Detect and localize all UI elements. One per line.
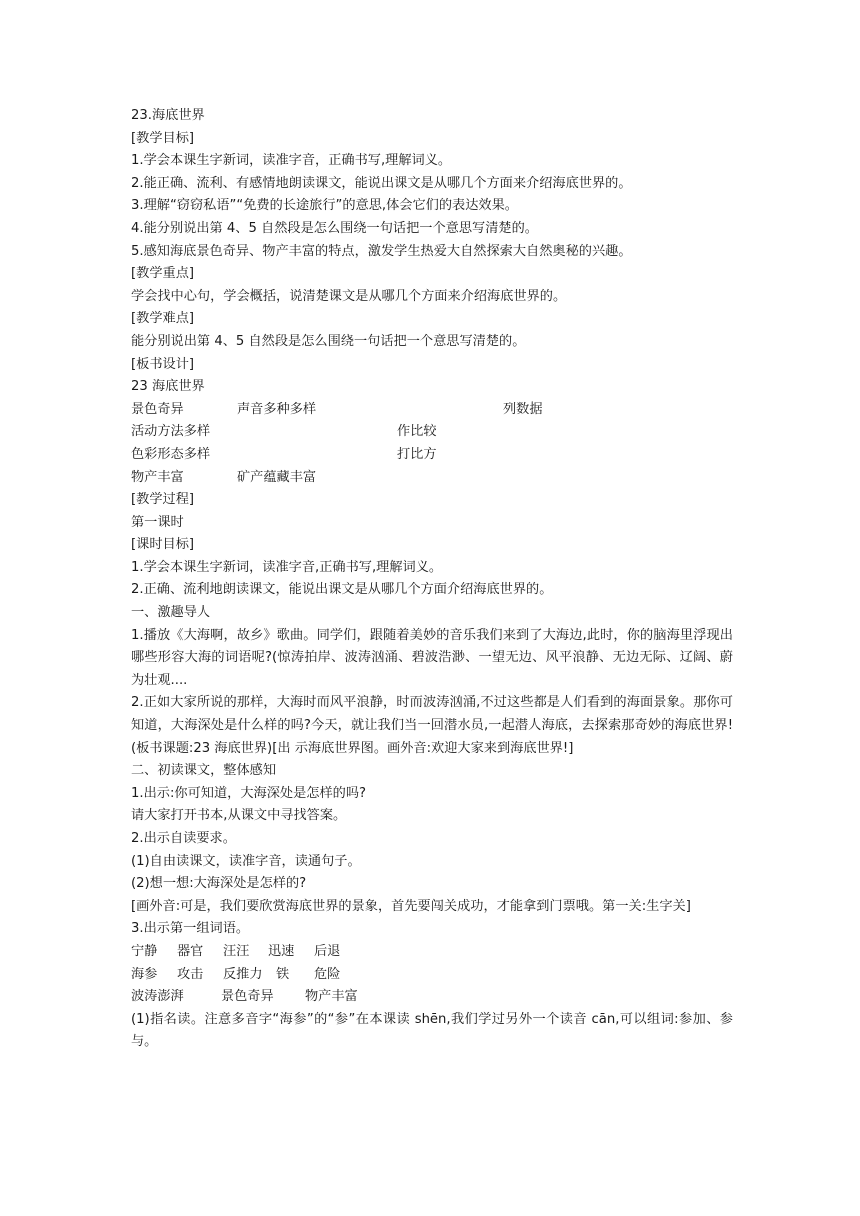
board-cell: 活动方法多样	[131, 424, 211, 440]
difficulty-heading: [教学难点]	[131, 311, 195, 327]
text-line: 3.出示第一组词语。	[131, 921, 250, 937]
difficulty-text: 能分别说出第 4、5 自然段是怎么围绕一句话把一个意思写清楚的。	[131, 333, 526, 349]
board-row	[131, 444, 733, 467]
board-title: 23 海底世界	[131, 379, 205, 395]
vocab-word: 危险	[314, 966, 341, 982]
board-cell: 物产丰富	[131, 469, 184, 485]
vocab-word: 迅速	[268, 943, 295, 959]
paragraph: [画外音:可是，我们要欣赏海底世界的景象，首先要闯关成功，才能拿到门票哦。第一关:生字关]	[131, 898, 691, 914]
vocab-word: 海参	[131, 966, 158, 982]
board-row	[131, 467, 733, 490]
lesson-goal-item: 2.正确、流利地朗读课文，能说出课文是从哪几个方面介绍海底世界的。	[131, 582, 553, 598]
vocab-word: 汪汪	[223, 943, 250, 959]
vocab-word: 物产丰富	[305, 989, 358, 1005]
vocab-row	[131, 986, 733, 1009]
board-cell: 列数据	[503, 401, 543, 417]
vocab-word: 攻击	[177, 966, 204, 982]
board-cell: 景色奇异	[131, 401, 184, 417]
goal-item: 1.学会本课生字新词，读准字音，正确书写,理解词义。	[131, 153, 452, 169]
text-line: (2)想一想:大海深处是怎样的?	[131, 876, 307, 892]
vocab-word: 波涛澎湃	[131, 989, 184, 1005]
process-heading: [教学过程]	[131, 492, 195, 508]
vocab-word: 反推力	[223, 966, 263, 982]
board-cell: 打比方	[397, 446, 437, 462]
goal-item: 2.能正确、流利、有感情地朗读课文，能说出课文是从哪几个方面来介绍海底世界的。	[131, 175, 632, 191]
vocab-word: 铁	[276, 966, 290, 982]
goals-heading: [教学目标]	[131, 130, 195, 146]
board-cell: 矿产蕴藏丰富	[237, 469, 317, 485]
board-heading: [板书设计]	[131, 356, 195, 372]
vocab-row	[131, 941, 733, 964]
section-heading: 一、激趣导人	[131, 605, 211, 621]
board-row	[131, 421, 733, 444]
vocab-word: 后退	[314, 943, 341, 959]
document-body	[131, 105, 733, 1054]
goal-item: 4.能分别说出第 4、5 自然段是怎么围绕一句话把一个意思写清楚的。	[131, 220, 538, 236]
paragraph: 1.播放《大海啊，故乡》歌曲。同学们，跟随着美妙的音乐我们来到了大海边,此时，你的脑海里浮现出哪些形容大海的词语呢?(惊涛拍岸、波涛汹涌、碧波浩渺、一望无边、风平浪静、无边无际、辽阔、蔚为壮观....	[131, 627, 733, 688]
paragraph: (1)指名读。注意多音字“海参”的“参”在本课读 shēn,我们学过另外一个读音 cān,可以组词:参加、参与。	[131, 1011, 733, 1050]
text-line: 1.出示:你可知道，大海深处是怎样的吗?	[131, 785, 367, 801]
board-cell: 作比较	[397, 424, 437, 440]
vocab-row	[131, 964, 733, 987]
lesson-goal-item: 1.学会本课生字新词，读准字音,正确书写,理解词义。	[131, 559, 443, 575]
vocab-word: 景色奇异	[221, 989, 274, 1005]
paragraph: 2.正如大家所说的那样，大海时而风平浪静，时而波涛汹涌,不过这些都是人们看到的海面景象。那你可知道，大海深处是什么样的吗?今天，就让我们当一回潜水员,一起潜人海底，去探索那奇妙的海底世界! (板书课题:23 海底世界)[出 示海底世界图。画外音:欢迎大家来到海底世界!]	[131, 695, 733, 756]
board-cell: 声音多种多样	[237, 401, 317, 417]
text-line: 2.出示自读要求。	[131, 831, 236, 846]
board-row	[131, 399, 733, 422]
text-line: 请大家打开书本,从课文中寻找答案。	[131, 808, 347, 824]
vocab-word: 器官	[177, 943, 204, 959]
lesson-goals-heading: [课时目标]	[131, 537, 195, 553]
key-heading: [教学重点]	[131, 266, 195, 282]
section-heading: 二、初读课文，整体感知	[131, 763, 277, 779]
vocab-word: 宁静	[131, 943, 158, 959]
goal-item: 3.理解“窃窃私语”“免费的长途旅行”的意思,体会它们的表达效果。	[131, 198, 518, 214]
goal-item: 5.感知海底景色奇异、物产丰富的特点，激发学生热爱大自然探索大自然奥秘的兴趣。	[131, 243, 632, 259]
board-cell: 色彩形态多样	[131, 446, 211, 462]
lesson-title: 23.海底世界	[131, 108, 205, 123]
lesson-one-label: 第一课时	[131, 514, 184, 530]
text-line: (1)自由读课文，读准字音，读通句子。	[131, 853, 361, 869]
key-text: 学会找中心句，学会概括，说清楚课文是从哪几个方面来介绍海底世界的。	[131, 288, 567, 304]
